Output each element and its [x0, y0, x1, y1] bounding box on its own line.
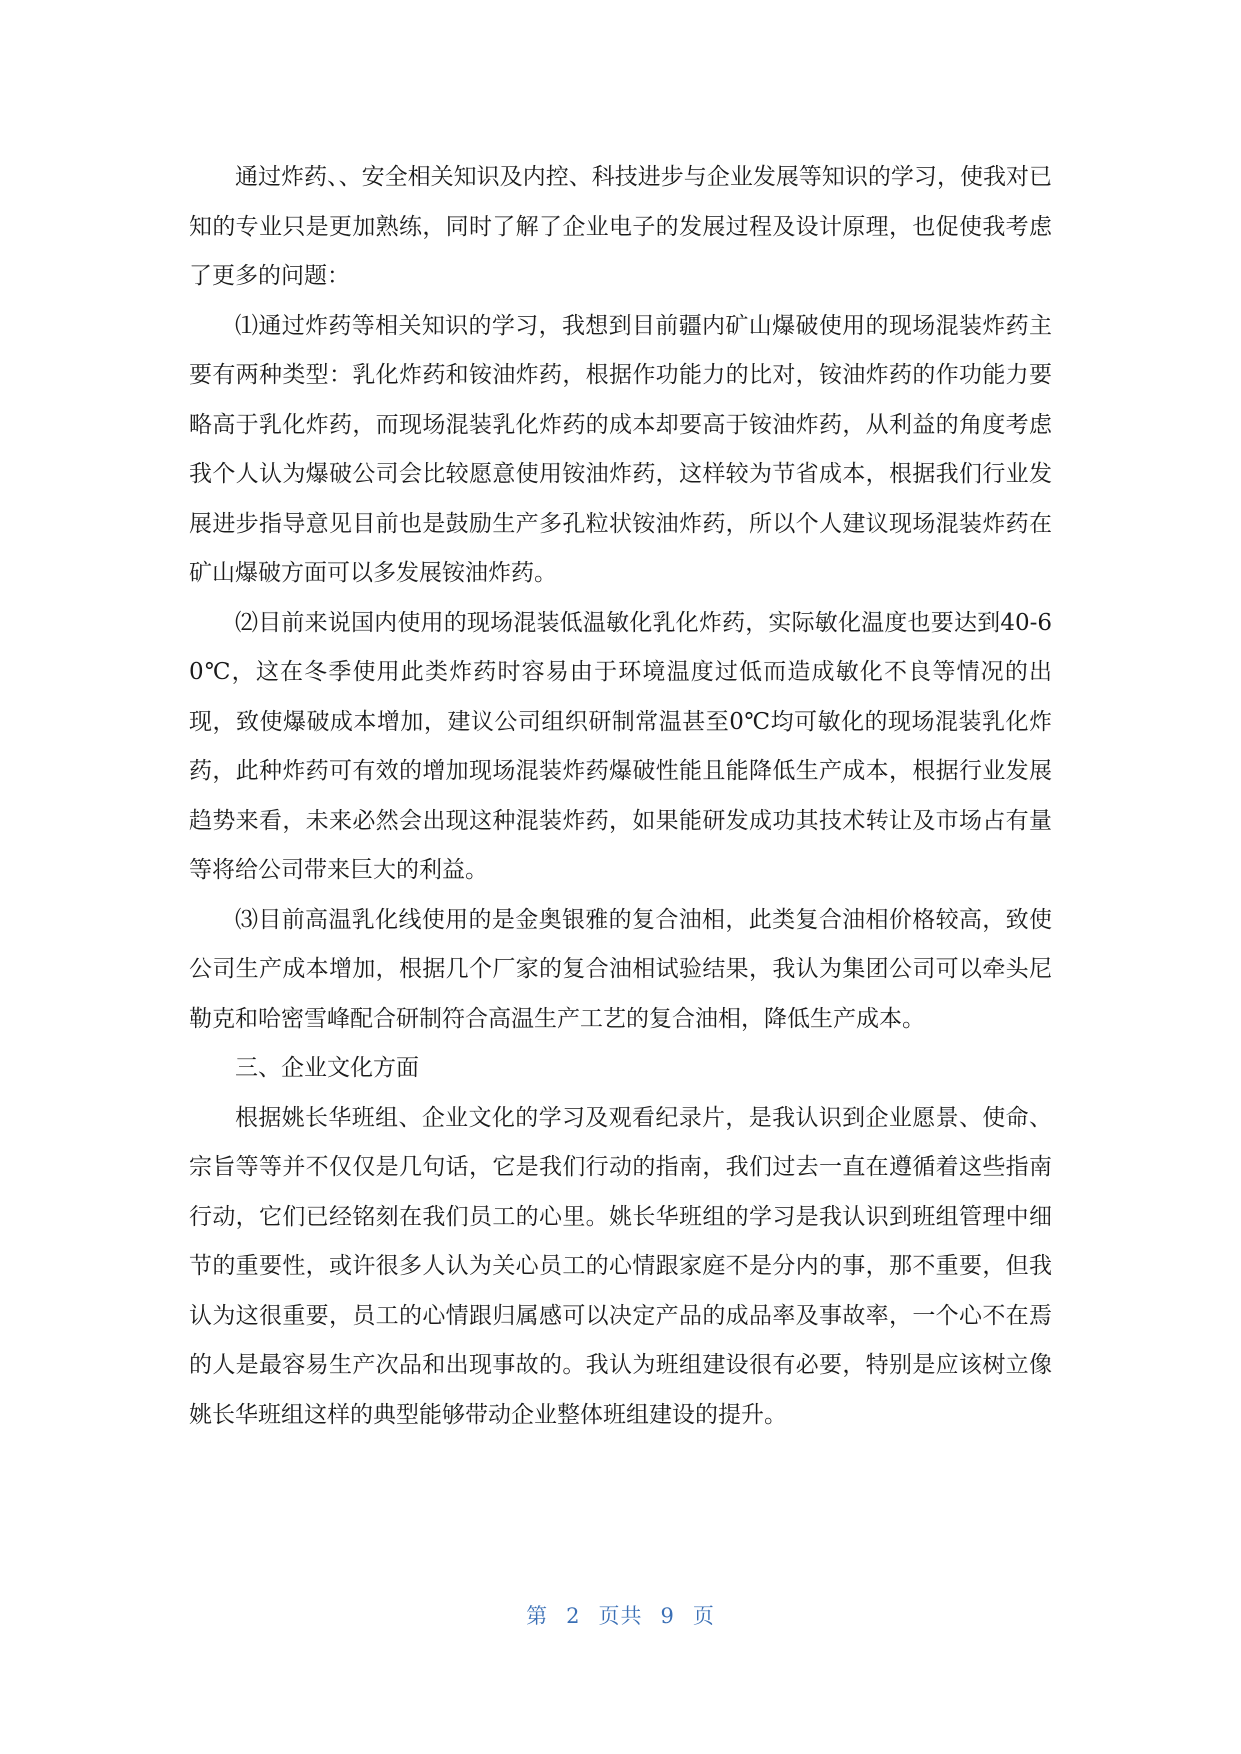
- footer-total-pages: 9: [660, 1604, 675, 1628]
- footer-page-number: 2: [566, 1604, 581, 1628]
- footer-prefix: 第: [526, 1604, 549, 1628]
- footer-suffix: 页: [692, 1604, 715, 1628]
- page-footer: [0, 1600, 1241, 1630]
- paragraph-point-2: ⑵目前来说国内使用的现场混装低温敏化乳化炸药，实际敏化温度也要达到40-60℃，这在冬季使用此类炸药时容易由于环境温度过低而造成敏化不良等情况的出现，致使爆破成本增加，建议公司组织研制常温甚至0℃均可敏化的现场混装乳化炸药，此种炸药可有效的增加现场混装炸药爆破性能且能降低生产成本，根据行业发展趋势来看，未来必然会出现这种混装炸药，如果能研发成功其技术转让及市场占有量等将给公司带来巨大的利益。: [189, 609, 1052, 883]
- body-text: [189, 153, 1052, 1440]
- paragraph-point-1: ⑴通过炸药等相关知识的学习，我想到目前疆内矿山爆破使用的现场混装炸药主要有两种类型：乳化炸药和铵油炸药，根据作功能力的比对，铵油炸药的作功能力要略高于乳化炸药，而现场混装乳化炸药的成本却要高于铵油炸药，从利益的角度考虑我个人认为爆破公司会比较愿意使用铵油炸药，这样较为节省成本，根据我们行业发展进步指导意见目前也是鼓励生产多孔粒状铵油炸药，所以个人建议现场混装炸药在矿山爆破方面可以多发展铵油炸药。: [189, 312, 1052, 586]
- paragraph-point-3: ⑶目前高温乳化线使用的是金奥银雅的复合油相，此类复合油相价格较高，致使公司生产成本增加，根据几个厂家的复合油相试验结果，我认为集团公司可以牵头尼勒克和哈密雪峰配合研制符合高温生产工艺的复合油相，降低生产成本。: [189, 906, 1052, 1032]
- paragraph-culture: 根据姚长华班组、企业文化的学习及观看纪录片，是我认识到企业愿景、使命、宗旨等等并不仅仅是几句话，它是我们行动的指南，我们过去一直在遵循着这些指南行动，它们已经铭刻在我们员工的心里。姚长华班组的学习是我认识到班组管理中细节的重要性，或许很多人认为关心员工的心情跟家庭不是分内的事，那不重要，但我认为这很重要，员工的心情跟归属感可以决定产品的成品率及事故率，一个心不在焉的人是最容易生产次品和出现事故的。我认为班组建设很有必要，特别是应该树立像姚长华班组这样的典型能够带动企业整体班组建设的提升。: [189, 1104, 1052, 1428]
- section-heading-culture: 三、企业文化方面: [235, 1055, 419, 1081]
- footer-middle: 页共: [598, 1604, 643, 1628]
- paragraph-intro: 通过炸药、、安全相关知识及内控、科技进步与企业发展等知识的学习，使我对已知的专业只是更加熟练，同时了解了企业电子的发展过程及设计原理，也促使我考虑了更多的问题：: [189, 164, 1052, 289]
